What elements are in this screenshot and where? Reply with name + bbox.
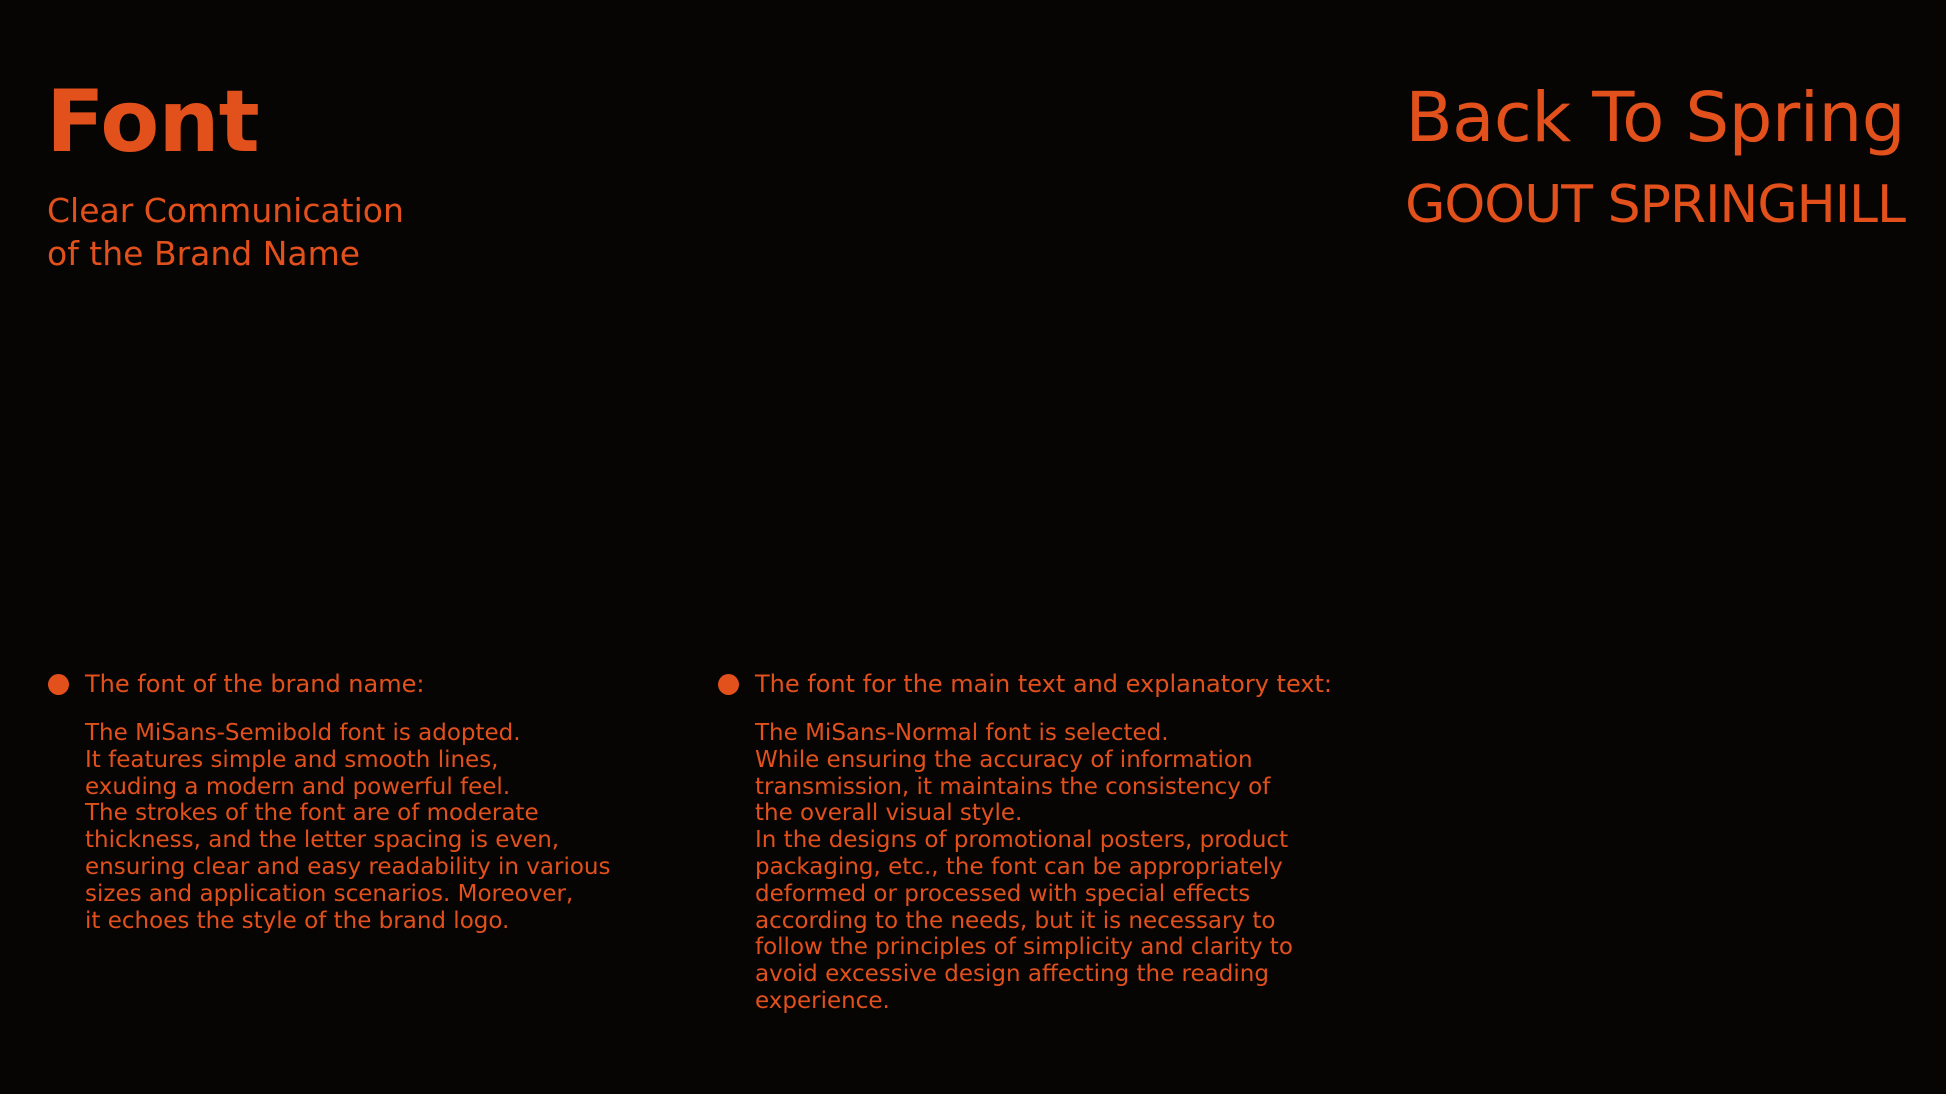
body-line: sizes and application scenarios. Moreover,: [85, 880, 574, 907]
body-line: The strokes of the font are of moderate: [85, 800, 539, 827]
tagline-sample: Back To Spring: [1405, 78, 1905, 158]
section-heading-text: The font for the main text and explanatory text:: [755, 670, 1332, 698]
body-line: follow the principles of simplicity and clarity to: [755, 934, 1293, 961]
brand-name-sample: GOOUT SPRINGHILL: [1405, 175, 1905, 235]
body-line: It features simple and smooth lines,: [85, 746, 499, 773]
brand-sample-block: [1405, 72, 1905, 238]
main-text-font-section: [718, 668, 1378, 1015]
brand-font-section: [48, 668, 688, 934]
body-line: The MiSans-Semibold font is adopted.: [85, 720, 521, 746]
section-heading-text: The font of the brand name:: [85, 670, 425, 698]
subtitle-line: Clear Communication: [47, 191, 404, 230]
body-line: thickness, and the letter spacing is even,: [85, 827, 560, 854]
body-line: In the designs of promotional posters, product: [755, 827, 1289, 854]
body-line: the overall visual style.: [755, 800, 1023, 827]
subtitle-line: of the Brand Name: [47, 234, 361, 273]
body-line: according to the needs, but it is necessary to: [755, 907, 1276, 934]
section-heading: [718, 668, 1378, 700]
body-line: deformed or processed with special effects: [755, 880, 1251, 907]
section-heading: [48, 668, 688, 700]
section-body: [85, 720, 688, 934]
body-line: packaging, etc., the font can be appropriately: [755, 853, 1283, 880]
body-line: avoid excessive design affecting the reading: [755, 961, 1269, 988]
bullet-dot-icon: [48, 674, 69, 695]
body-line: ensuring clear and easy readability in various: [85, 853, 611, 880]
page-title: Font: [46, 72, 259, 172]
body-line: exuding a modern and powerful feel.: [85, 773, 511, 800]
body-line: it echoes the style of the brand logo.: [85, 907, 510, 934]
body-line: transmission, it maintains the consistency of: [755, 773, 1271, 800]
body-line: experience.: [755, 987, 890, 1014]
body-line: The MiSans-Normal font is selected.: [755, 720, 1169, 746]
bullet-dot-icon: [718, 674, 739, 695]
section-body: [755, 720, 1378, 1015]
page-subtitle: [47, 189, 404, 275]
body-line: While ensuring the accuracy of information: [755, 746, 1253, 773]
